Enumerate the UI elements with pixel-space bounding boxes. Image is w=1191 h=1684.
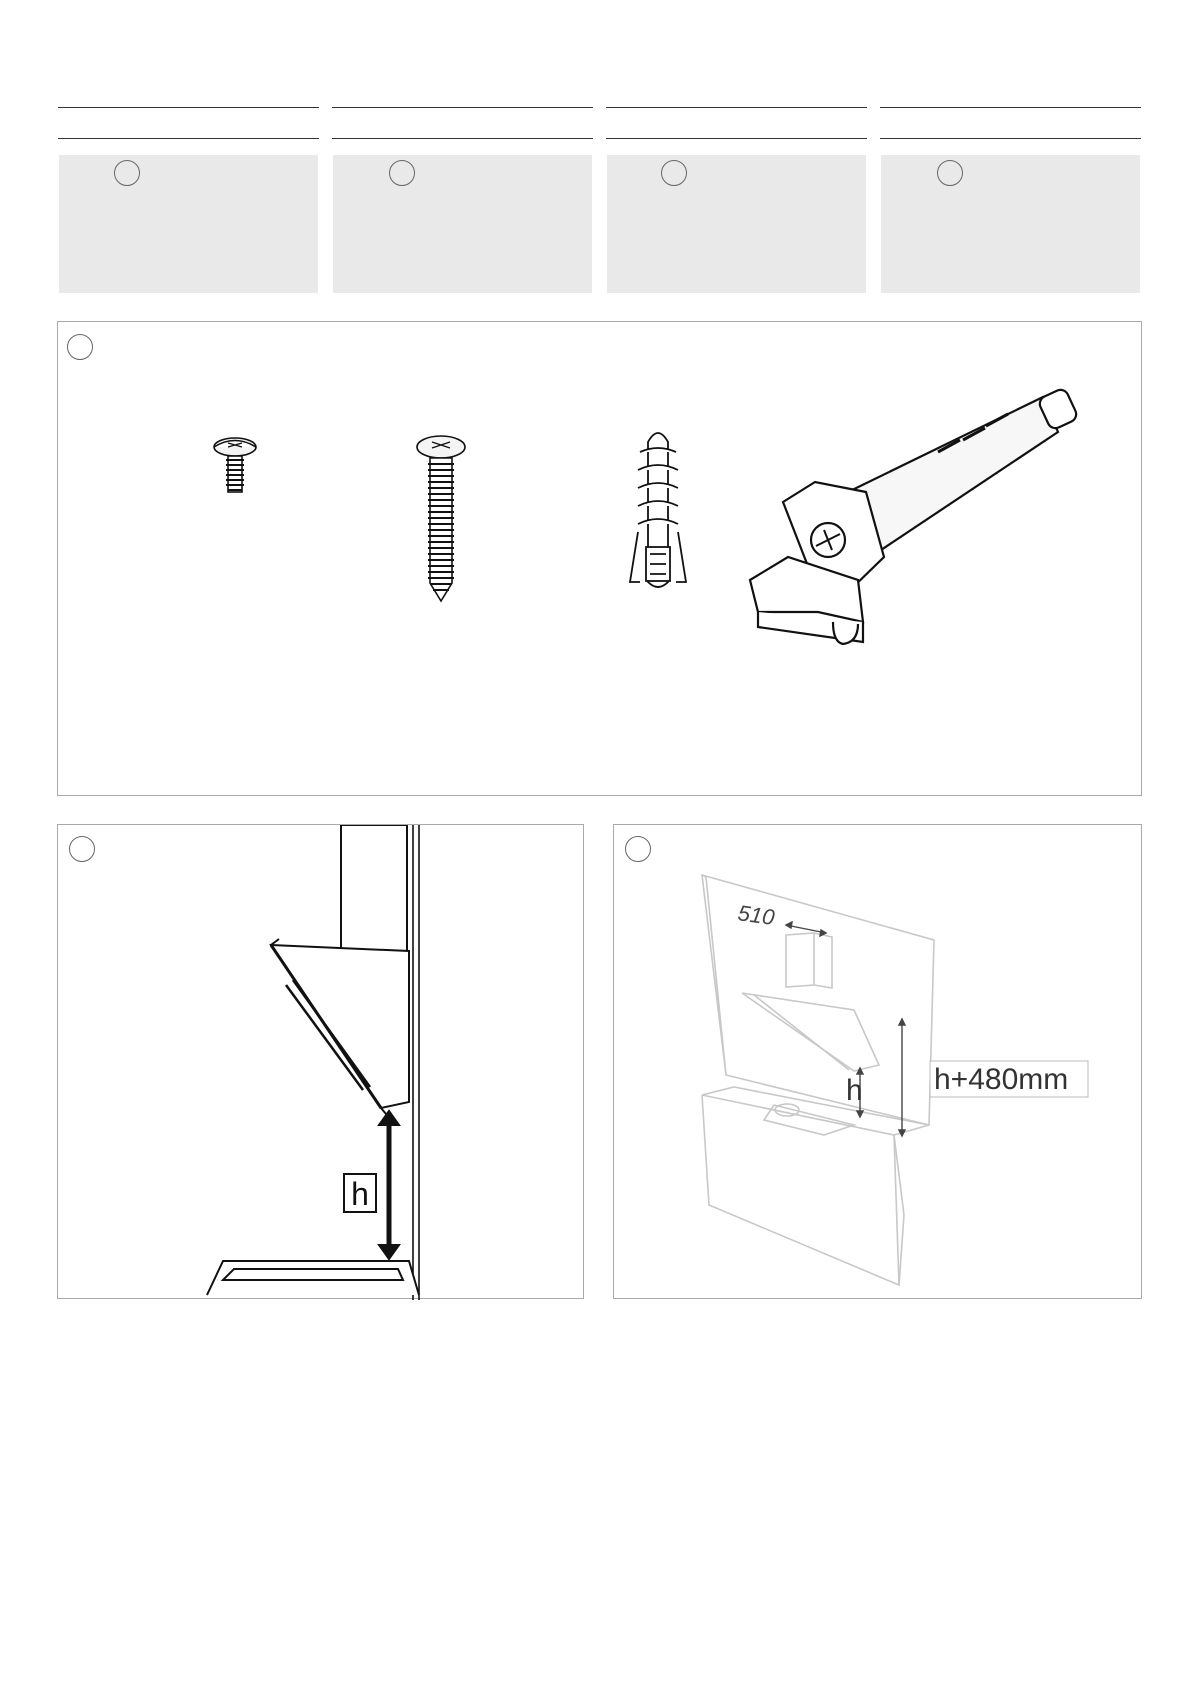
column-3-bottom-rule [606, 138, 867, 139]
column-1-bottom-rule [58, 138, 319, 139]
long-screw-icon [417, 436, 465, 601]
column-2-step-circle [389, 160, 415, 186]
column-2-box [333, 155, 592, 293]
column-2-top-rule [332, 107, 593, 108]
h-label: h [846, 1074, 863, 1107]
wall-plug-icon [630, 433, 686, 587]
total-height-label: h+480mm [934, 1063, 1069, 1096]
hood-side-drawing [207, 825, 419, 1300]
column-4-box [881, 155, 1140, 293]
parts-panel [57, 321, 1142, 796]
column-3-step-circle [661, 160, 687, 186]
column-1-step-circle [114, 160, 140, 186]
column-3-box [607, 155, 866, 293]
bracket-icon [750, 387, 1079, 644]
height-label: h [351, 1176, 369, 1212]
column-2-bottom-rule [332, 138, 593, 139]
column-1-top-rule [58, 107, 319, 108]
perspective-panel [613, 824, 1142, 1299]
column-4-bottom-rule [880, 138, 1141, 139]
width-label: 510 [736, 900, 777, 931]
column-1-box [59, 155, 318, 293]
column-4-top-rule [880, 107, 1141, 108]
small-screw-icon [214, 438, 256, 492]
column-3-top-rule [606, 107, 867, 108]
column-4-step-circle [937, 160, 963, 186]
kitchen-perspective-drawing [702, 875, 934, 1285]
side-view-panel [57, 824, 584, 1299]
